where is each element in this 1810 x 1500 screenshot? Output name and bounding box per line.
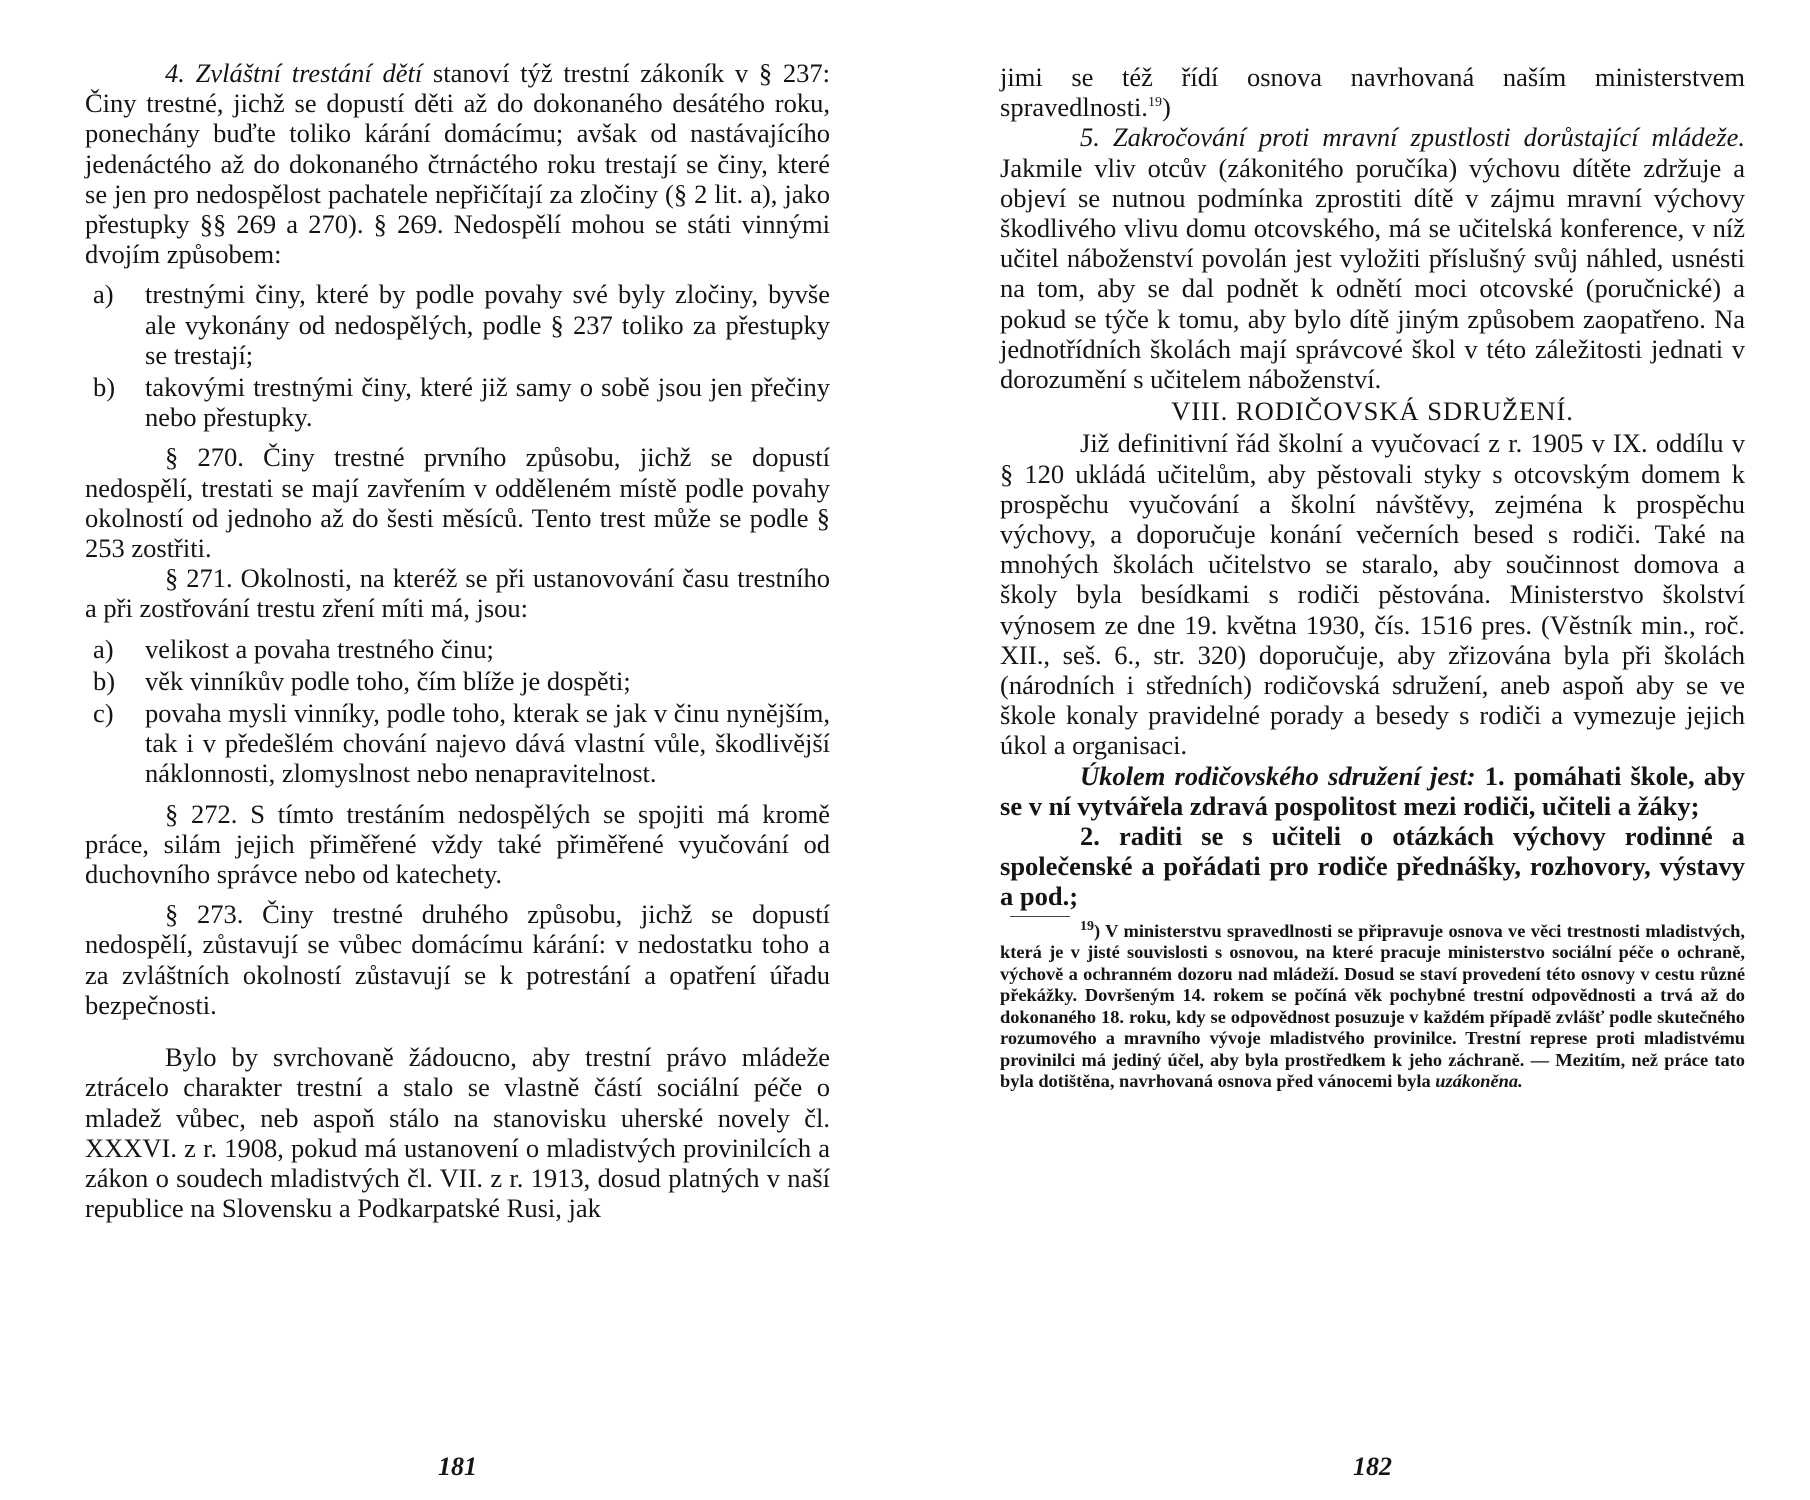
paragraph-parents-associations: Již definitivní řád školní a vyučovací z r. 1905 v IX. oddílu v § 120 ukládá učitelům, aby pěstovali styky s otcovským domem k prospěchu vyučování a školní návštěvy, zejména k prospěchu výchovy, a doporučuje konání večerních besed s rodiči. Také na mnohých školách učitelstvo se staralo, aby součinnost domova a školy byla besídkami s rodiči pěstována. Ministerstvo školství výnosem ze dne 19. května 1930, čís. 1516 pres. (Věstník min., roč. XII., seš. 6., str. 320) doporučuje, aby zřizována byla při školách (národních i středních) rodičovská sdružení, aneb aspoň aby se ve škole konaly pravidelné porady a besedy s rodiči a vymezuje jejich úkol a organisaci. [1000,428,1745,761]
list-item-text: povaha mysli vinníky, podle toho, kterak se jak v činu nynějším, tak i v předešlém chování najevo dává vlastní vůle, škodlivější náklonnosti, zlomyslnost nebo nenapravitelnost. [145,698,830,789]
page-number: 181 [438,1452,477,1481]
chapter-heading: VIII. RODIČOVSKÁ SDRUŽENÍ. [1171,396,1574,427]
continuation-text: jimi se též řídí osnova navrhovaná naším ministerstvem spravedlnosti. [1000,62,1745,123]
section-5-heading: 5. Zakročování proti mravní zpustlosti dorůstající mládeže. [1080,122,1745,153]
tasks-text: 1. pomáhati škole, aby se v ní vytvářela zdravá pospolitost mezi rodiči, učiteli a žáky; [1000,760,1745,821]
continuation-tail: ) [1161,92,1171,123]
list-item [85,372,830,432]
list-item [85,634,830,664]
paragraph-continuation [1000,62,1745,122]
list-item-label: a) [93,279,114,310]
list-item-text: věk vinníkův podle toho, čím blíže je dospěti; [145,665,631,696]
list-item-label: c) [93,698,114,729]
list-item-text: trestnými činy, které by podle povahy své byly zločiny, byvše ale vykonány od nedospělých, podle § 237 toliko za přestupky se trestají; [145,279,830,370]
paragraph-closing: Bylo by svrchovaně žádoucno, aby trestní právo mládeže ztrácelo charakter trestní a stalo se vlastně částí sociální péče o mladež vůbec, neb aspoň stálo na stanovisku uherské novely čl. XXXVI. z r. 1908, pokud má ustanovení o mladistvých provinilcích a zákon o soudech mladistvých čl. VII. z r. 1913, dosud platných v naší republice na Slovensku a Podkarpatské Rusi, jak [85,1042,830,1224]
list-item-label: a) [93,633,114,664]
left-page-text [85,58,830,1223]
paragraph-section-270: § 270. Činy trestné prvního způsobu, jichž se dopustí nedospělí, trestati se mají zavřením v odděleném místě podle povahy okolností od jednoho až do šesti měsíců. Tento trest může se podle § 253 zostřiti. [85,442,830,564]
list-item-text: velikost a povaha trestného činu; [145,633,494,664]
list-item-label: b) [93,372,116,403]
paragraph-section-271: § 271. Okolnosti, na kteréž se při ustanovování času trestního a při zostřování trestu zření míti má, jsou: [85,563,830,624]
left-page [85,0,830,1500]
footnote-text: ) V ministerstvu spravedlnosti se připravuje osnova ve věci trestnosti mladistvých, která je v jisté souvislosti s osnovou, na které pracuje ministerstvo sociální péče o ochraně, výchově a ochranném dozoru nad mládeží. Dosud se staví provedení této osnovy v cestu různé překážky. Dovršeným 14. rokem se počíná věk pochybné trestní odpovědnosti a trvá až do dokonaného 18. roku, kdy se odpovědnost posuzuje v každém případě zvlášť podle skutečného rozumového a mravního vývoje mladistvého provinilce. Trestní represe proti mladistvému provinilci má jediný účel, aby byla prostředkem k jeho záchraně. — Mezitím, než práce tato byla dotištěna, navrhovaná osnova před vánocemi byla [1000,920,1745,1092]
paragraph-section-4 [85,58,830,269]
tasks-heading: Úkolem rodičovského sdružení jest: [1080,760,1476,791]
footnote-marker: 19 [1080,918,1094,934]
footnote [1000,918,1745,1093]
footnote-divider [1010,916,1070,917]
list-item-label: b) [93,665,116,696]
circumstances-list [85,634,830,789]
paragraph-section-273: § 273. Činy trestné druhého způsobu, jichž se dopustí nedospělí, zůstavují se vůbec domácímu kárání: v nedostatku toho a za zvláštních okolností zůstavují se k potrestání a opatření úřadu bezpečnosti. [85,899,830,1020]
offense-type-list [85,279,830,432]
footnote-reference: 19 [1147,95,1162,111]
footnote-emphasis: uzákoněna. [1435,1071,1523,1092]
section-4-heading: 4. Zvláštní trestání dětí [165,58,423,88]
right-page [1000,0,1745,1500]
paragraph-task-2: 2. raditi se s učiteli o otázkách výchovy rodinné a společenské a pořádati pro rodiče přednášky, rozhovory, výstavy a pod.; [1000,821,1745,912]
paragraph-tasks [1000,761,1745,821]
list-item [85,279,830,370]
section-4-text: stanoví týž trestní zákoník v § 237: Činy trestné, jichž se dopustí děti až do dokonaného desátého roku, ponechány buďte toliko kárání domácímu; avšak od nastávajícího jedenáctého až do dokonaného čtrnáctého roku trestají se činy, které se jen pro nedospělost pachatele nepřičítají za zločiny (§ 2 lit. a), jako přestupky §§ 269 a 270). § 269. Nedospělí mohou se státi vinnými dvojím způsobem: [85,58,830,270]
page-number: 182 [1353,1452,1392,1481]
paragraph-section-272: § 272. S tímto trestáním nedospělých se spojiti má kromě práce, silám jejich přiměřené vždy také přiměřené vyučování od duchovního správce nebo od katechety. [85,798,830,890]
section-5-text: Jakmile vliv otcův (zákonitého poručíka) výchovu dítěte zdržuje a objeví se nutnou podmínka zprostiti dítě v zájmu mravní výchovy škodlivého vlivu domu otcovského, má se učitelská konference, v níž učitel náboženství povolán jest vyložiti příslušný svůj náhled, usnésti na tom, aby se dal podnět k odnětí moci otcovské (poručnické) a pokud se týče k tomu, aby bylo dítě jiným způsobem zaopatřeno. Na jednotřídních školách mají správcové škol v této záležitosti jednati v dorozumění s učitelem náboženství. [1000,152,1745,395]
right-page-text [1000,62,1745,1093]
list-item-text: takovými trestnými činy, které již samy o sobě jsou jen přečiny nebo přestupky. [145,372,830,433]
list-item [85,666,830,696]
list-item [85,698,830,789]
paragraph-section-5 [1000,122,1745,394]
